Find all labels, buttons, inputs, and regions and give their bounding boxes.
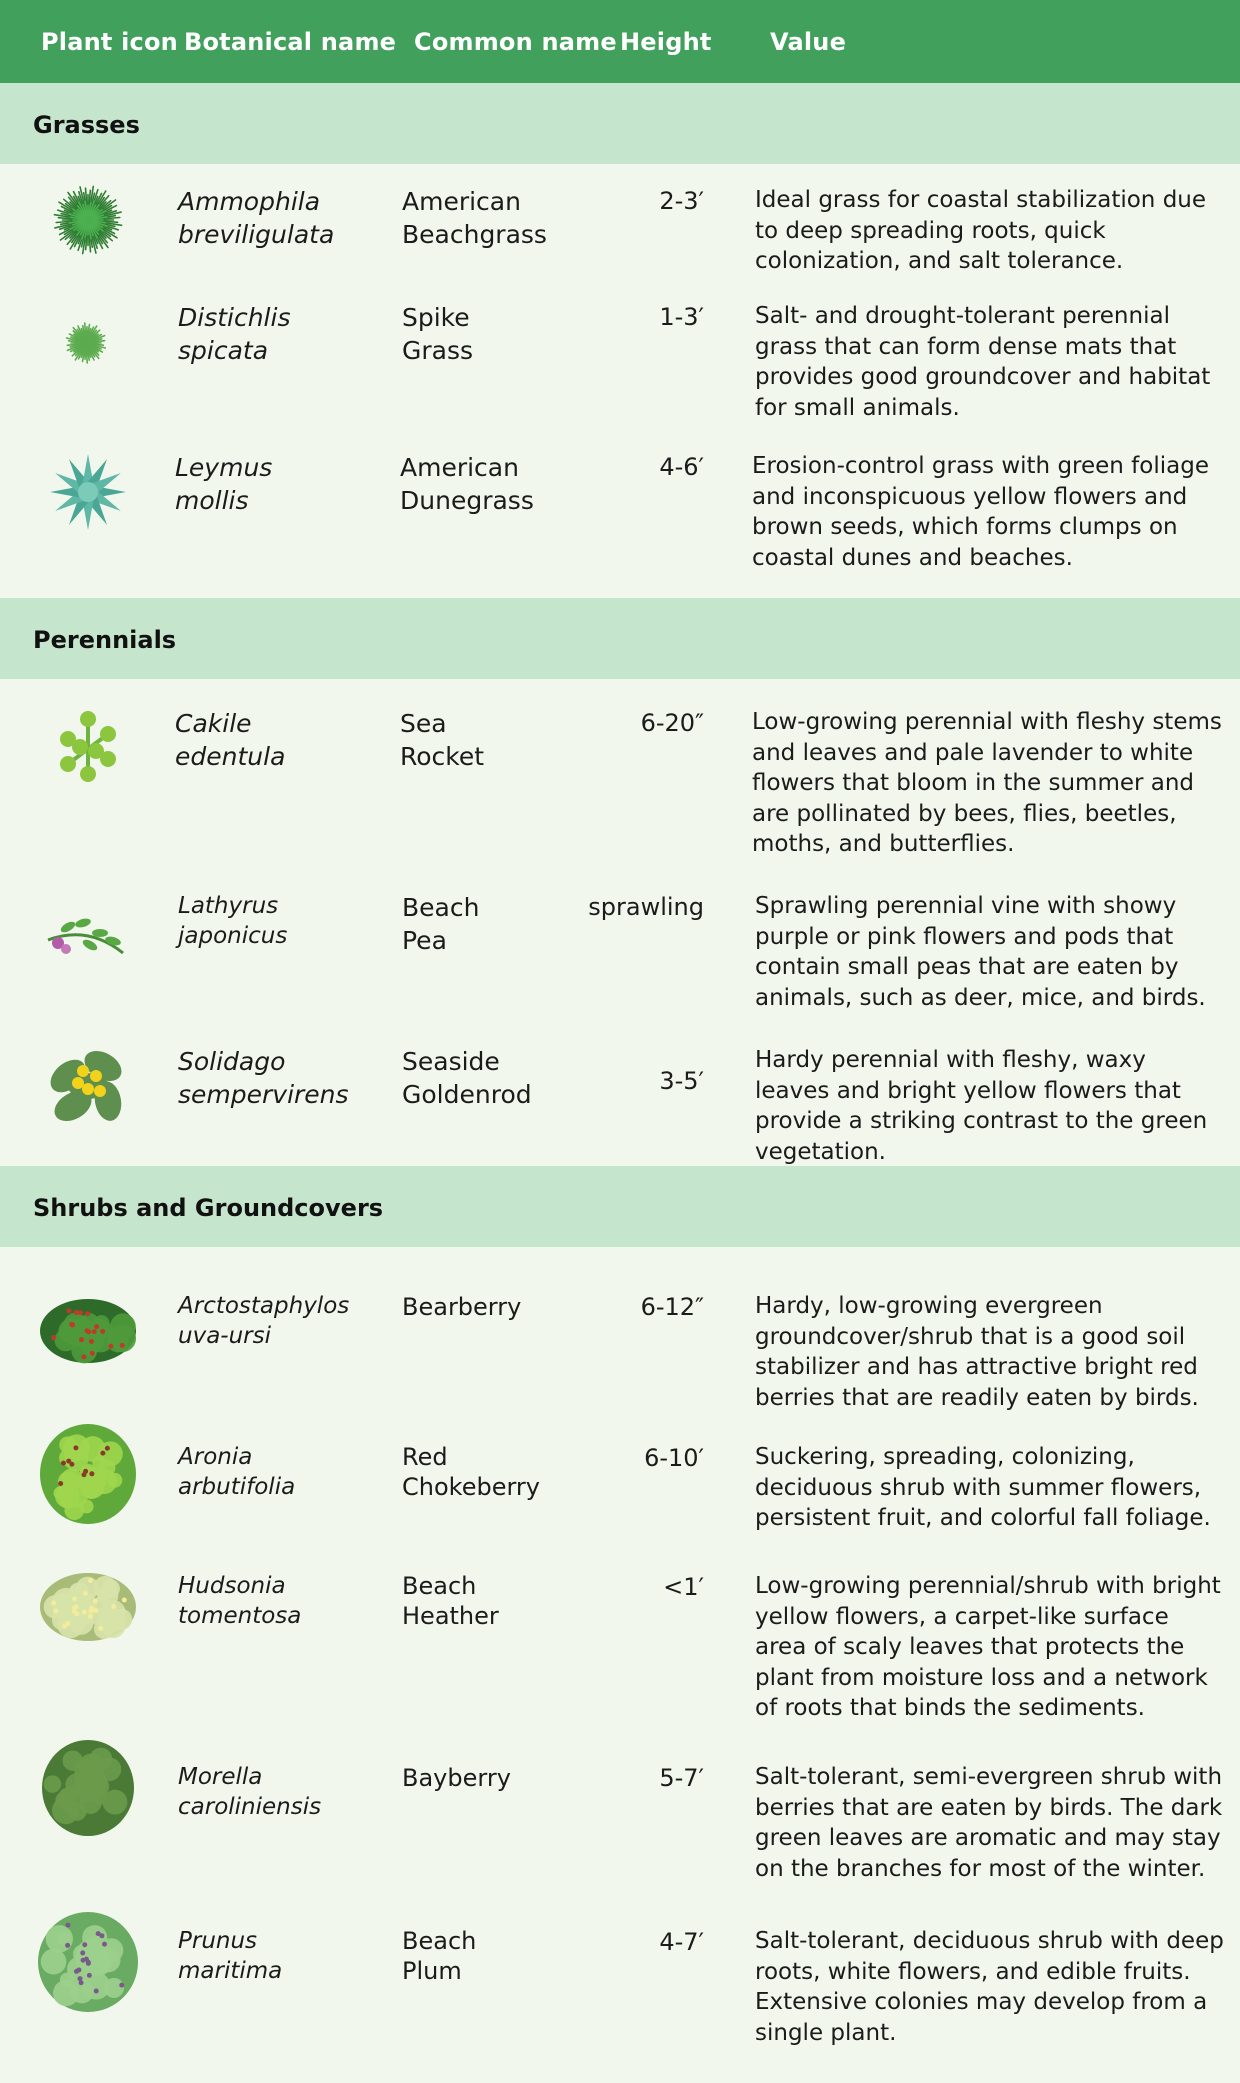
value-description: Low-growing perennial/shrub with bright yellow flowers, a carpet-like surface area of scaly leaves that protects the plant from moisture loss and a network of roots that binds the sediments. — [755, 1573, 1221, 1721]
common-name: Red Chokeberry — [402, 1443, 540, 1501]
common-name: Bayberry — [402, 1764, 511, 1792]
common-name: Beach Pea — [402, 893, 480, 955]
table-header — [0, 0, 1240, 83]
botanical-name: Solidago sempervirens — [178, 1047, 349, 1109]
section-title: Grasses — [33, 111, 140, 139]
height-value: 6-10′ — [644, 1444, 704, 1472]
header-common-name: Common name — [414, 28, 617, 56]
section-title: Shrubs and Groundcovers — [33, 1194, 384, 1222]
botanical-name: Arctostaphylos uva-ursi — [178, 1293, 350, 1349]
common-name: Beach Plum — [402, 1927, 477, 1985]
common-name: Beach Heather — [402, 1572, 499, 1630]
botanical-name: Hudsonia tomentosa — [178, 1573, 302, 1629]
botanical-name: Morella caroliniensis — [178, 1764, 322, 1820]
height-value: 6-20″ — [640, 709, 704, 737]
section-grasses — [0, 83, 1240, 164]
common-name: Bearberry — [402, 1293, 522, 1321]
common-name: American Beachgrass — [402, 187, 547, 249]
goldenrod-icon — [28, 1021, 148, 1141]
value-description: Erosion-control grass with green foliage and inconspicuous yellow flowers and brown seeds, which forms clumps on coastal dunes and beaches. — [752, 453, 1209, 571]
common-name: Spike Grass — [402, 303, 474, 365]
height-value: 4-6′ — [659, 453, 704, 481]
header-value: Value — [770, 28, 847, 56]
small-grass-icon — [28, 283, 148, 403]
header-botanical-name: Botanical name — [184, 28, 397, 56]
section-perennials — [0, 598, 1240, 679]
height-value: 4-7′ — [659, 1928, 704, 1956]
height-value: 5-7′ — [659, 1764, 704, 1792]
height-value: 3-5′ — [659, 1067, 704, 1095]
value-description: Ideal grass for coastal stabilization due to deep spreading roots, quick colonization, and salt tolerance. — [755, 187, 1207, 274]
value-description: Salt-tolerant, semi-evergreen shrub with berries that are eaten by birds. The dark green leaves are aromatic and may stay on the branches for most of the winter. — [755, 1764, 1223, 1882]
chokeberry-shrub-icon — [28, 1414, 148, 1534]
section-shrubs-and-groundcovers — [0, 1166, 1240, 1247]
spiky-grass-icon — [28, 175, 148, 295]
header-plant-icon: Plant icon — [41, 28, 178, 56]
common-name: American Dunegrass — [400, 453, 534, 515]
value-description: Hardy, low-growing evergreen groundcover/shrub that is a good soil stabilizer and has attractive bright red berries that are readily eaten by birds. — [755, 1293, 1199, 1411]
botanical-name: Aronia arbutifolia — [178, 1444, 296, 1500]
botanical-name: Cakile edentula — [175, 709, 286, 771]
bayberry-shrub-icon — [28, 1728, 148, 1848]
height-value: 2-3′ — [659, 187, 704, 215]
height-value: <1′ — [663, 1573, 704, 1601]
teal-star-grass-icon — [28, 437, 148, 557]
beach-heather-icon — [28, 1547, 148, 1667]
botanical-name: Lathyrus japonicus — [178, 893, 288, 949]
value-description: Low-growing perennial with fleshy stems and leaves and pale lavender to white flowers that bloom in the summer and are pollinated by bees, flies, beetles, moths, and butterflies. — [752, 709, 1222, 857]
value-description: Suckering, spreading, colonizing, deciduous shrub with summer flowers, persistent fruit, and colorful fall foliage. — [755, 1444, 1211, 1531]
botanical-name: Leymus mollis — [175, 453, 273, 515]
beach-pea-vine-icon — [28, 875, 148, 995]
botanical-name: Ammophila breviligulata — [178, 187, 335, 249]
botanical-name: Prunus maritima — [178, 1928, 283, 1984]
height-value: 6-12″ — [640, 1293, 704, 1321]
beach-plum-shrub-icon — [28, 1902, 148, 2022]
value-description: Hardy perennial with fleshy, waxy leaves and bright yellow flowers that provide a striking contrast to the green vegetation. — [755, 1047, 1208, 1165]
value-description: Salt- and drought-tolerant perennial grass that can form dense mats that provides good groundcover and habitat for small animals. — [755, 303, 1211, 421]
height-value: 1-3′ — [659, 303, 704, 331]
value-description: Salt-tolerant, deciduous shrub with deep roots, white flowers, and edible fruits. Extensive colonies may develop from a single plant. — [755, 1928, 1224, 2046]
sea-rocket-icon — [28, 689, 148, 809]
common-name: Sea Rocket — [400, 709, 485, 771]
height-value: sprawling — [588, 893, 704, 921]
header-height: Height — [620, 28, 712, 56]
section-title: Perennials — [33, 626, 177, 654]
value-description: Sprawling perennial vine with showy purple or pink flowers and pods that contain small peas that are eaten by animals, such as deer, mice, and birds. — [755, 893, 1206, 1011]
bearberry-shrub-icon — [28, 1271, 148, 1391]
botanical-name: Distichlis spicata — [178, 303, 291, 365]
common-name: Seaside Goldenrod — [402, 1047, 532, 1109]
